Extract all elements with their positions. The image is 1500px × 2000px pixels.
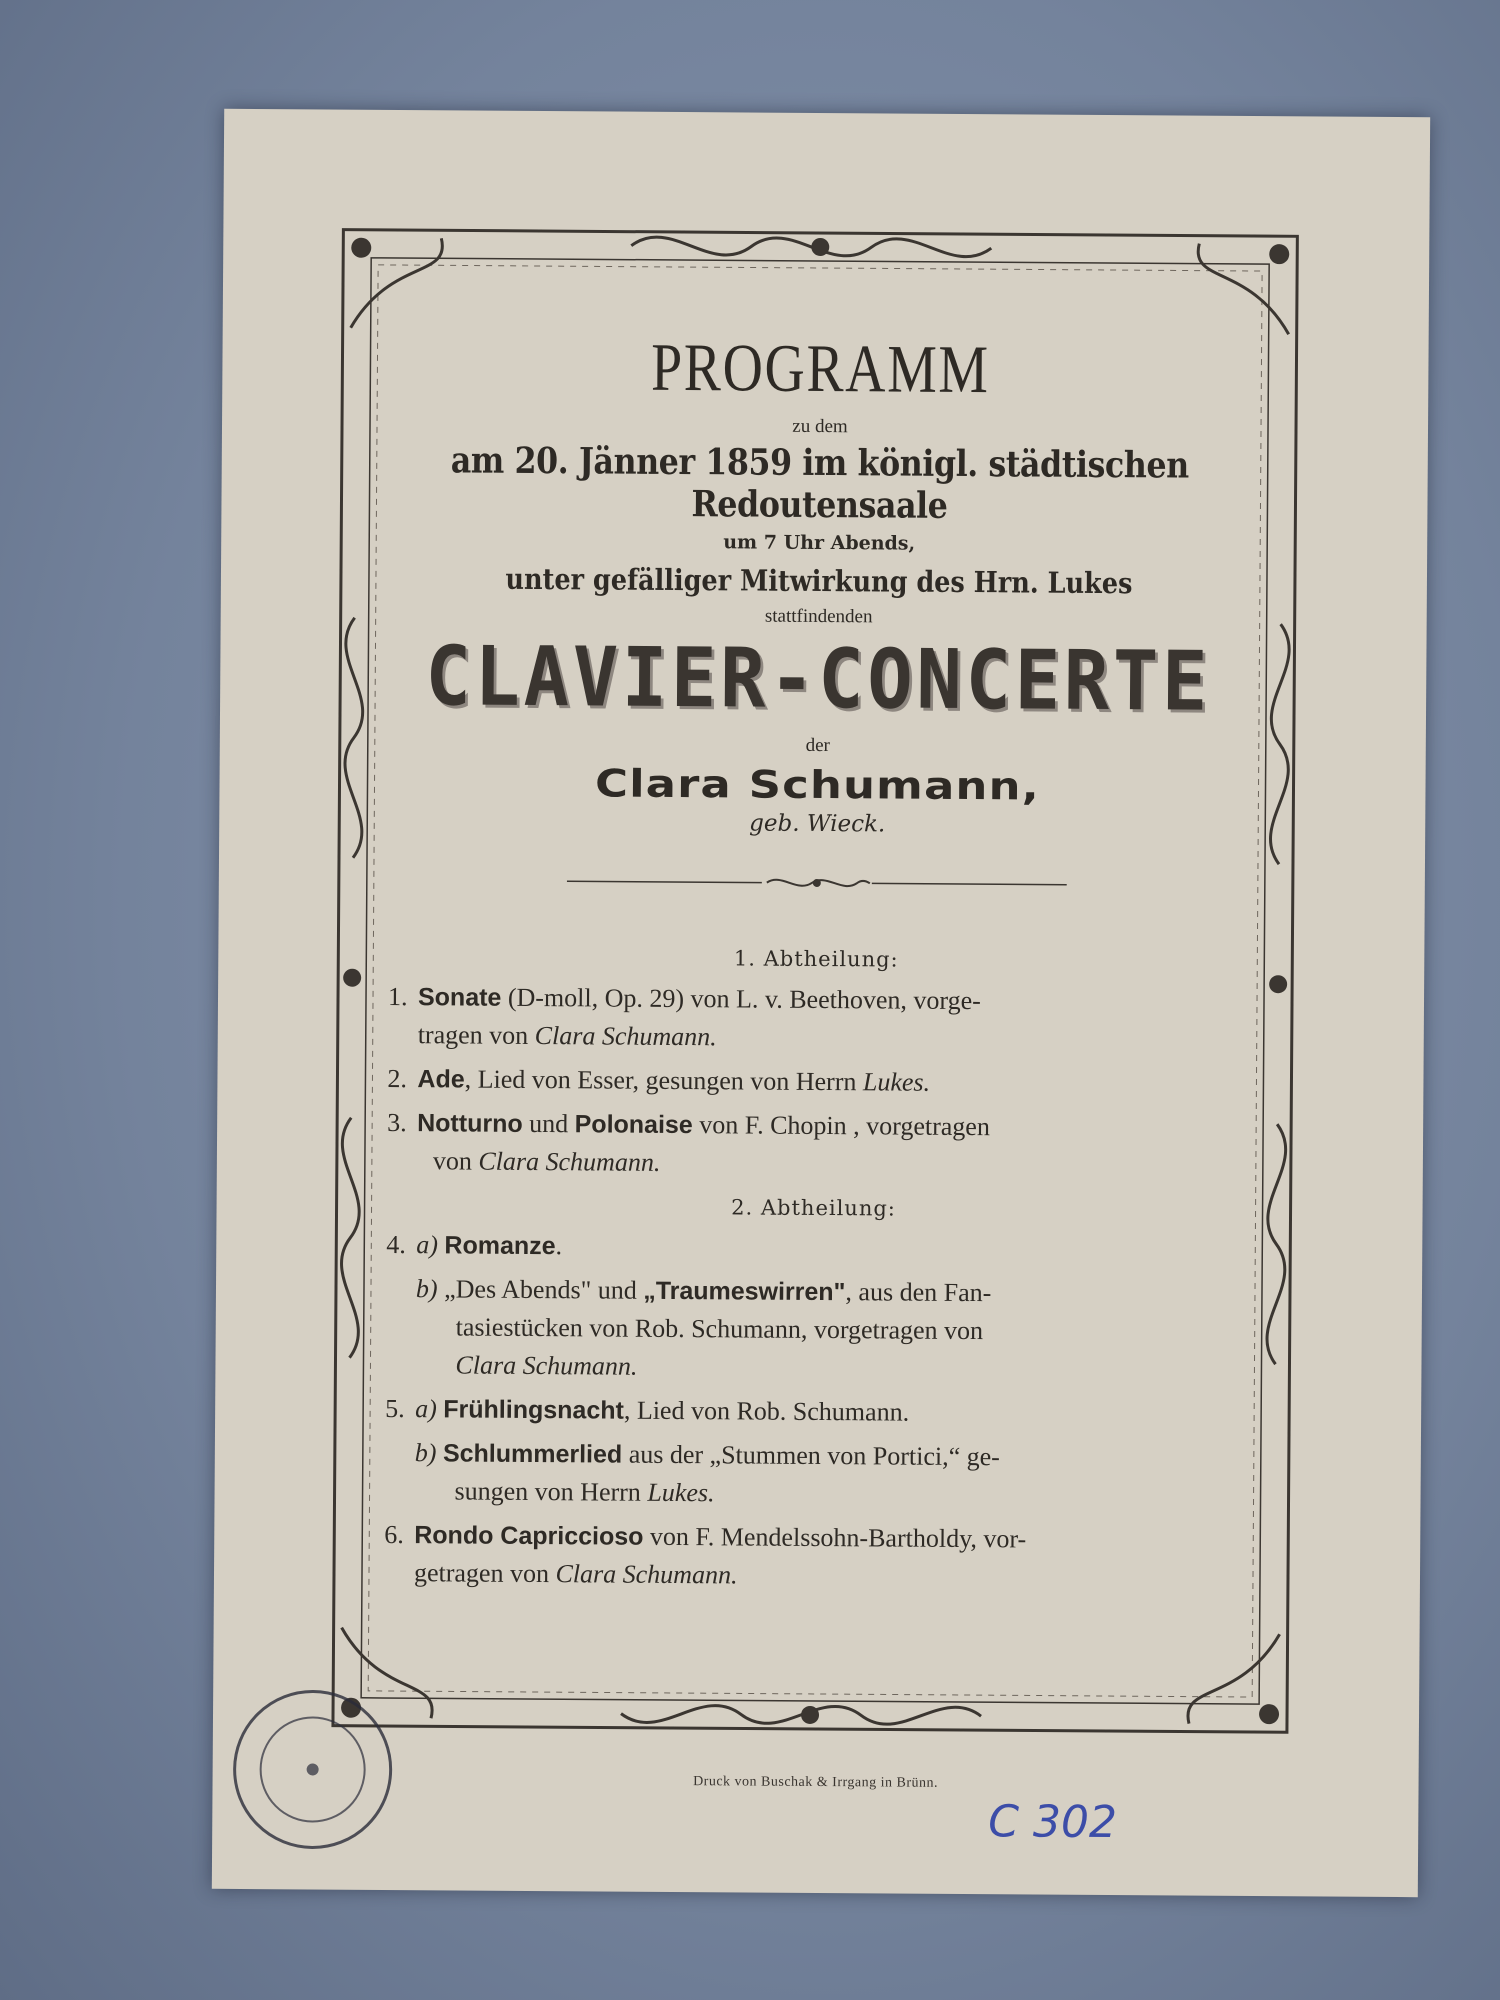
performer: Lukes.	[862, 1067, 931, 1097]
program-item-6	[384, 1516, 1239, 1598]
program-title: PROGRAMM	[650, 328, 990, 408]
item-text: (D-moll, Op. 29) von L. v. Beethoven, vorge-	[501, 982, 981, 1016]
item-number: 6.	[384, 1519, 404, 1550]
item-title: Romanze	[444, 1231, 556, 1261]
item-text: aus der „Stummen von Portici,“ ge-	[622, 1439, 1000, 1472]
item-text-2: , aus den Fan-	[845, 1277, 992, 1308]
program-item-1	[388, 978, 1243, 1060]
item-text-2: getragen von	[413, 1558, 556, 1589]
program-item-2	[387, 1060, 1241, 1104]
time-line: um 7 Uhr Abends,	[723, 531, 916, 555]
printer-imprint: Druck von Buschak & Irrgang in Brünn.	[693, 1774, 939, 1791]
performer: Clara Schumann.	[555, 1559, 738, 1590]
program-sheet	[212, 109, 1430, 1897]
maiden-name: geb. Wieck.	[749, 810, 886, 838]
der-line: der	[805, 734, 830, 757]
performer: Clara Schumann.	[478, 1146, 661, 1177]
item-letter: a)	[415, 1394, 437, 1424]
artist-name: Clara Schumann,	[594, 761, 1041, 809]
program-content	[372, 325, 1261, 1604]
item-title: Frühlingsnacht	[443, 1395, 624, 1425]
performer: Clara Schumann.	[534, 1021, 717, 1052]
item-title: Ade	[417, 1065, 465, 1094]
item-quote-2: „Traumeswirren"	[643, 1276, 846, 1307]
item-letter: b)	[414, 1438, 437, 1468]
item-number: 3.	[387, 1107, 407, 1138]
item-number: 2.	[387, 1063, 408, 1094]
item-title: Sonate	[417, 983, 502, 1012]
collaboration-line: unter gefälliger Mitwirkung des Hrn. Lukes	[505, 561, 1133, 601]
program-item-3	[387, 1104, 1242, 1186]
program-item-4a	[386, 1226, 1240, 1270]
shelfmark: C 302	[988, 1796, 1118, 1849]
program-item-5a	[385, 1390, 1239, 1434]
date-venue-line: am 20. Jänner 1859 im königl. städtischen Redoutensaale	[450, 439, 1189, 527]
item-number: 4.	[386, 1229, 406, 1260]
item-title: Schlummerlied	[442, 1439, 623, 1469]
item-text-3: tasiestücken von Rob. Schumann, vorgetragen von	[455, 1312, 984, 1346]
section-2-heading: 2. Abtheilung:	[731, 1195, 897, 1221]
intro-line: zu dem	[792, 415, 848, 438]
concert-heading: CLAVIER-CONCERTE	[425, 629, 1212, 730]
performer: Lukes.	[647, 1477, 715, 1508]
item-title: Notturno	[417, 1109, 523, 1138]
program-item-4b	[385, 1270, 1240, 1390]
library-stamp	[212, 1669, 413, 1870]
item-text-2: tragen von	[417, 1020, 535, 1051]
item-text-3: von	[432, 1146, 479, 1176]
program-items	[372, 978, 1256, 1598]
item-text: , Lied von Rob. Schumann.	[623, 1395, 910, 1427]
stattfindenden-line: stattfindenden	[764, 605, 873, 628]
program-item-5b	[384, 1434, 1239, 1516]
item-letter: b)	[415, 1274, 438, 1304]
item-title-2: Polonaise	[574, 1110, 693, 1140]
item-letter: a)	[416, 1230, 439, 1260]
item-text: von F. Mendelssohn-Bartholdy, vor-	[643, 1521, 1027, 1554]
item-text-2: sungen von Herrn	[454, 1476, 648, 1507]
item-title: Rondo Capriccioso	[414, 1521, 644, 1551]
performer: Clara Schumann.	[455, 1350, 638, 1381]
item-text: , Lied von Esser, gesungen von Herrn	[464, 1064, 864, 1097]
item-text-2: von F. Chopin , vorgetragen	[692, 1110, 991, 1142]
item-number: 5.	[385, 1393, 405, 1424]
item-quote-1: „Des Abends"	[437, 1274, 592, 1305]
item-end: .	[555, 1231, 563, 1261]
ornamental-divider	[567, 871, 1067, 894]
item-number: 1.	[387, 981, 408, 1012]
item-text: und	[591, 1275, 644, 1305]
item-text: und	[522, 1108, 575, 1139]
section-1-heading: 1. Abtheilung:	[733, 946, 899, 972]
